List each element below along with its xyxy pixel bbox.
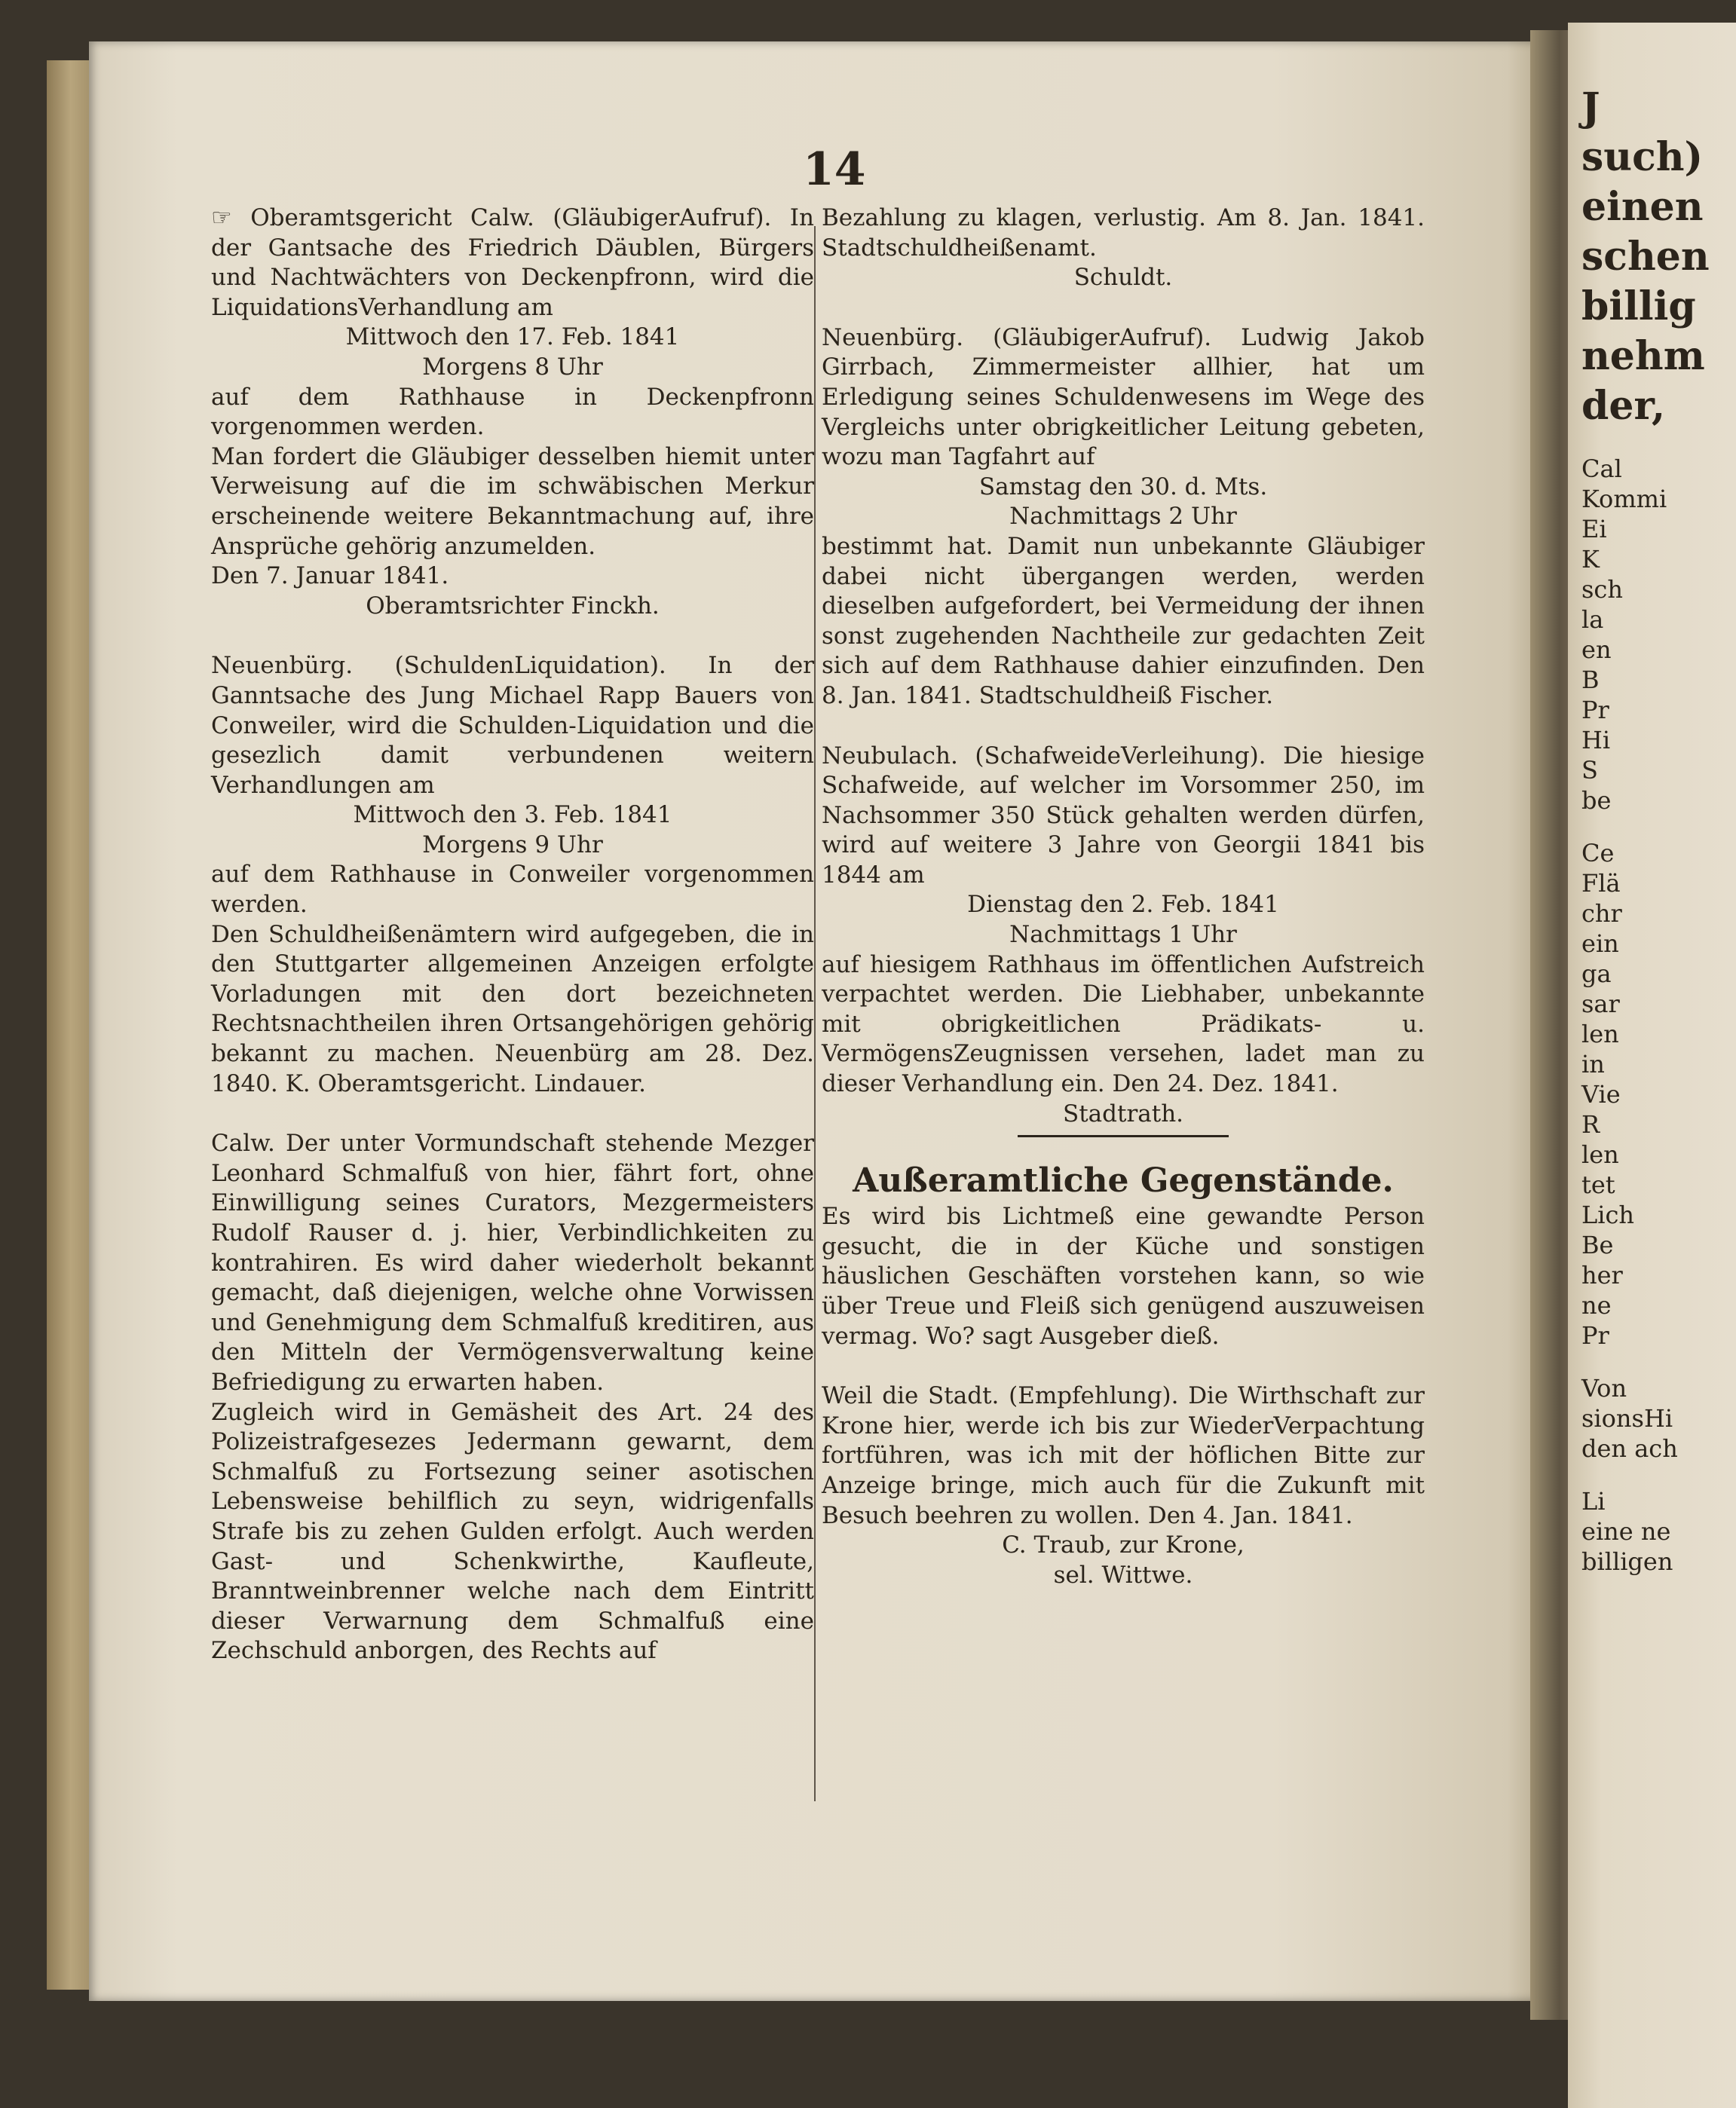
left-column-centered-line: Morgens 9 Uhr xyxy=(422,831,603,858)
right-column-centered-line: Dienstag den 2. Feb. 1841 xyxy=(967,891,1279,919)
next-page-text-fragment: den ach xyxy=(1581,1434,1678,1463)
right-column-paragraph: Neuenbürg. (GläubigerAufruf). Ludwig Jakob Girrbach, Zimmermeister allhier, hat um Erledigung seines Schuldenwesens im Wege des Vergleichs unter obrigkeitlicher Leitung gebeten, wozu man Tagfahrt auf xyxy=(822,323,1425,471)
next-page-text-fragment: ne xyxy=(1581,1291,1612,1320)
next-page-text-fragment: Cal xyxy=(1581,454,1622,483)
page-number: 14 xyxy=(803,143,866,196)
next-page-text-fragment: tet xyxy=(1581,1170,1615,1199)
next-page-text-fragment: Vie xyxy=(1581,1080,1621,1109)
right-column-centered-line: Nachmittags 1 Uhr xyxy=(1009,921,1237,949)
next-page-text-fragment: billig xyxy=(1581,283,1696,329)
right-column-centered-line: sel. Wittwe. xyxy=(1053,1561,1193,1589)
next-page-text-fragment: sar xyxy=(1581,990,1620,1018)
next-page-text-fragment: sionsHi xyxy=(1581,1404,1673,1433)
right-column-paragraph: auf hiesigem Rathhaus im öffentlichen Aufstreich verpachtet werden. Die Liebhaber, unbekannte mit obrigkeitlichen Prädikats- u. VermögensZeugnissen versehen, ladet man zu dieser Verhandlung ein. Den 24. Dez. 1841. xyxy=(822,950,1425,1098)
left-column xyxy=(211,203,814,1666)
fragment-gap xyxy=(1568,815,1736,838)
next-page-text-fragment: len xyxy=(1581,1020,1619,1048)
paragraph-gap xyxy=(211,621,814,651)
next-page-text-fragment: Ei xyxy=(1581,515,1607,543)
next-page-text-fragment: Pr xyxy=(1581,696,1609,724)
next-page-text-fragment: der, xyxy=(1581,383,1666,429)
right-column-centered-line: Schuldt. xyxy=(1073,264,1173,292)
next-page-text-fragment: en xyxy=(1581,635,1612,664)
next-page-text-fragment: J xyxy=(1581,84,1600,130)
left-column-centered-line: Oberamtsrichter Finckh. xyxy=(366,592,660,620)
next-page-text-fragment: schen xyxy=(1581,234,1710,280)
next-page-text-fragment: R xyxy=(1581,1110,1600,1139)
next-page-text-fragment: sch xyxy=(1581,575,1623,604)
next-page-text-fragment: eine ne xyxy=(1581,1517,1671,1546)
right-column-centered-line: Nachmittags 2 Uhr xyxy=(1009,503,1237,531)
next-page-text-fragment: Ce xyxy=(1581,839,1615,867)
fragment-gap xyxy=(1568,1464,1736,1486)
column-rule xyxy=(814,226,816,1801)
right-column-centered-line: C. Traub, zur Krone, xyxy=(1002,1531,1245,1559)
next-page-text-fragment: Pr xyxy=(1581,1321,1609,1350)
right-column-paragraph: Es wird bis Lichtmeß eine gewandte Person gesucht, die in der Küche und sonstigen häuslichen Geschäften vorstehen kann, so wie über Treue und Fleiß sich genügend auszuweisen vermag. Wo? sagt Ausgeber dieß. xyxy=(822,1203,1425,1350)
next-page-text-fragment: Li xyxy=(1581,1487,1606,1516)
paragraph-gap xyxy=(822,1351,1425,1381)
next-page-text-fragment: S xyxy=(1581,756,1598,785)
next-page-text-fragment: Hi xyxy=(1581,726,1611,754)
next-page-text-fragment: in xyxy=(1581,1050,1605,1078)
section-heading: Außeramtliche Gegenstände. xyxy=(853,1161,1394,1201)
next-page-text-fragment: Lich xyxy=(1581,1201,1635,1229)
next-page-text-fragment: chr xyxy=(1581,899,1622,928)
next-page-fragment xyxy=(1568,23,1736,2108)
left-column-centered-line: Mittwoch den 3. Feb. 1841 xyxy=(353,801,672,829)
right-column-paragraph: Bezahlung zu klagen, verlustig. Am 8. Jan. 1841. Stadtschuldheißenamt. xyxy=(822,204,1425,262)
next-page-text-fragment: la xyxy=(1581,605,1604,634)
fragment-gap xyxy=(1568,1351,1736,1373)
next-page-text-fragment: nehm xyxy=(1581,333,1705,379)
left-column-paragraph: Den 7. Januar 1841. xyxy=(211,562,449,590)
next-page-text-fragment: such) xyxy=(1581,134,1704,180)
next-page-text-fragment: be xyxy=(1581,786,1612,815)
right-column-paragraph: Neubulach. (SchafweideVerleihung). Die hiesige Schafweide, auf welcher im Vorsommer 250, im Nachsommer 350 Stück gehalten werden dürfen, wird auf weitere 3 Jahre von Georgii 1841 bis 1844 am xyxy=(822,742,1425,889)
right-column-centered-line: Stadtrath. xyxy=(1062,1100,1184,1127)
left-column-centered-line: Mittwoch den 17. Feb. 1841 xyxy=(345,323,680,351)
paragraph-gap xyxy=(822,293,1425,323)
left-column-paragraph: auf dem Rathhause in Conweiler vorgenommen werden. xyxy=(211,861,814,919)
paragraph-gap xyxy=(822,711,1425,742)
section-divider xyxy=(1018,1135,1229,1137)
next-page-text-fragment: B xyxy=(1581,665,1600,694)
right-column-centered-line: Samstag den 30. d. Mts. xyxy=(978,473,1268,500)
right-column xyxy=(822,203,1425,1590)
left-column-paragraph: Zugleich wird in Gemäsheit des Art. 24 des Polizeistrafgesezes Jedermann gewarnt, dem Schmalfuß zu Fortsezung seiner asotischen Lebensweise behilflich zu seyn, widrigenfalls Strafe bis zu zehen Gulden erfolgt. Auch werden Gast- und Schenkwirthe, Kaufleute, Branntweinbrenner welche nach dem Eintritt dieser Verwarnung dem Schmalfuß eine Zechschuld anborgen, des Rechts auf xyxy=(211,1398,814,1665)
left-column-paragraph: ☞ Oberamtsgericht Calw. (GläubigerAufruf). In der Gantsache des Friedrich Däublen, Bürgers und Nachtwächters von Deckenpfronn, wird die LiquidationsVerhandlung am xyxy=(211,204,814,321)
next-page-text-fragment: ga xyxy=(1581,959,1612,988)
left-column-paragraph: Man fordert die Gläubiger desselben hiemit unter Verweisung auf die im schwäbischen Merkur erscheinende weitere Bekanntmachung auf, ihre Ansprüche gehörig anzumelden. xyxy=(211,442,814,560)
left-column-paragraph: Neuenbürg. (SchuldenLiquidation). In der Ganntsache des Jung Michael Rapp Bauers von Conweiler, wird die Schulden-Liquidation und die gesezlich damit verbundenen weitern Verhandlungen am xyxy=(211,652,814,799)
next-page-text-fragment: billigen xyxy=(1581,1547,1673,1576)
fragment-gap xyxy=(1568,431,1736,454)
paragraph-gap xyxy=(211,1099,814,1129)
next-page-text-fragment: Flä xyxy=(1581,869,1621,898)
left-column-paragraph: Den Schuldheißenämtern wird aufgegeben, die in den Stuttgarter allgemeinen Anzeigen erfolgte Vorladungen mit den dort bezeichneten Rechtsnachtheilen ihren Ortsangehörigen gehörig bekannt zu machen. Neuenbürg am 28. Dez. 1840. K. Oberamtsgericht. Lindauer. xyxy=(211,920,814,1097)
next-page-text-fragment: len xyxy=(1581,1140,1619,1169)
next-page-text-fragment: einen xyxy=(1581,184,1704,230)
left-column-centered-line: Morgens 8 Uhr xyxy=(422,353,603,381)
next-page-text-fragment: Von xyxy=(1581,1374,1627,1403)
left-column-paragraph: Calw. Der unter Vormundschaft stehende Mezger Leonhard Schmalfuß von hier, fährt fort, ohne Einwilligung seines Curators, Mezgermeisters Rudolf Rauser d. j. hier, Verbindlichkeiten zu kontrahiren. Es wird daher wiederholt bekannt gemacht, daß diejenigen, welche ohne Vorwissen und Genehmigung dem Schmalfuß kreditiren, aus den Mitteln der Vermögensverwaltung keine Befriedigung zu erwarten haben. xyxy=(211,1130,814,1396)
next-page-text-fragment: her xyxy=(1581,1261,1623,1290)
left-column-paragraph: auf dem Rathhause in Deckenpfronn vorgenommen werden. xyxy=(211,383,814,441)
right-column-paragraph: Weil die Stadt. (Empfehlung). Die Wirthschaft zur Krone hier, werde ich bis zur WiederVerpachtung fortführen, was ich mit der höflichen Bitte zur Anzeige bringe, mich auch für die Zukunft mit Besuch beehren zu wollen. Den 4. Jan. 1841. xyxy=(822,1382,1425,1529)
next-page-text-fragment: ein xyxy=(1581,929,1619,958)
next-page-text-fragment: Kommi xyxy=(1581,485,1667,513)
next-page-text-fragment: K xyxy=(1581,545,1600,574)
right-column-paragraph: bestimmt hat. Damit nun unbekannte Gläubiger dabei nicht übergangen werden, werden dieselben aufgefordert, bei Vermeidung der ihnen sonst zugehenden Nachtheile zur gedachten Zeit sich auf dem Rathhause dahier einzufinden. Den 8. Jan. 1841. Stadtschuldheiß Fischer. xyxy=(822,532,1425,709)
next-page-text-fragment: Be xyxy=(1581,1231,1614,1259)
